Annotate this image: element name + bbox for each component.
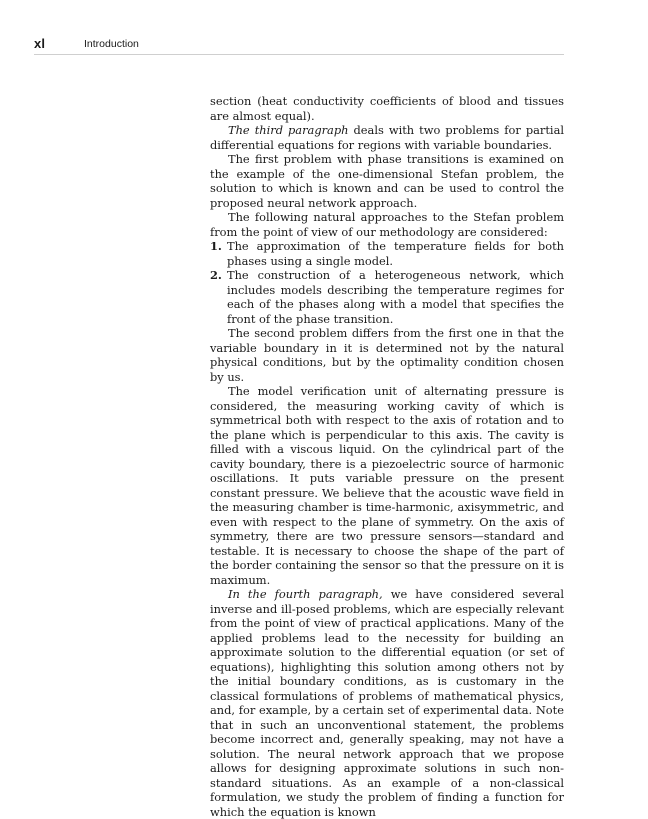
list-item bbox=[210, 239, 564, 268]
page-body bbox=[210, 94, 564, 819]
paragraph bbox=[210, 123, 564, 152]
paragraph-text: we have considered several inverse and ill-posed problems, which are especially relevant from the point of view of practical applications. Many of the applied problems lead to the necessity for building an approximate solution to the differential equation (or set of equations), highlighting this solution among others not by the initial boundary conditions, as is customary in the classical formulations of problems of mathematical physics, and, for example, by a certain set of experimental data. Note that in such an unconventional statement, the problems become incorrect and, generally speaking, may not have a solution. The neural network approach that we propose allows for designing approximate solutions in such non-standard situations. As an example of a non-classical formulation, we study the problem of finding a function for which the equation is known bbox=[210, 587, 564, 819]
paragraph-text: deals with two problems for partial differential equations for regions with variable boundaries. bbox=[210, 123, 564, 152]
running-header bbox=[34, 36, 564, 55]
paragraph: The first problem with phase transitions is examined on the example of the one-dimensional Stefan problem, the solution to which is known and can be used to control the proposed neural network approach. bbox=[210, 152, 564, 210]
list-number: 2. bbox=[210, 268, 222, 282]
list-item bbox=[210, 268, 564, 326]
paragraph bbox=[210, 587, 564, 819]
paragraph-lead: In the fourth paragraph, bbox=[228, 587, 383, 601]
numbered-list bbox=[210, 239, 564, 326]
paragraph: The model verification unit of alternating pressure is considered, the measuring working cavity of which is symmetrical both with respect to the axis of rotation and to the plane which is perpendicular to this axis. The cavity is filled with a viscous liquid. On the cylindrical part of the cavity boundary, there is a piezoelectric source of harmonic oscillations. It puts variable pressure on the present constant pressure. We believe that the acoustic wave field in the measuring chamber is time-harmonic, axisymmetric, and even with respect to the plane of symmetry. On the axis of symmetry, there are two pressure sensors—standard and testable. It is necessary to choose the shape of the part of the border containing the sensor so that the pressure on it is maximum. bbox=[210, 384, 564, 587]
page-number: xl bbox=[34, 36, 46, 51]
paragraph: section (heat conductivity coefficients of blood and tissues are almost equal). bbox=[210, 94, 564, 123]
list-number: 1. bbox=[210, 239, 222, 253]
list-item-text: The construction of a heterogeneous network, which includes models describing the temperature regimes for each of the phases along with a model that specifies the front of the phase transition. bbox=[227, 268, 564, 326]
chapter-title: Introduction bbox=[84, 38, 139, 50]
paragraph: The second problem differs from the first one in that the variable boundary in it is determined not by the natural physical conditions, but by the optimality condition chosen by us. bbox=[210, 326, 564, 384]
paragraph: The following natural approaches to the Stefan problem from the point of view of our methodology are considered: bbox=[210, 210, 564, 239]
paragraph-lead: The third paragraph bbox=[228, 123, 349, 137]
list-item-text: The approximation of the temperature fields for both phases using a single model. bbox=[227, 239, 564, 268]
